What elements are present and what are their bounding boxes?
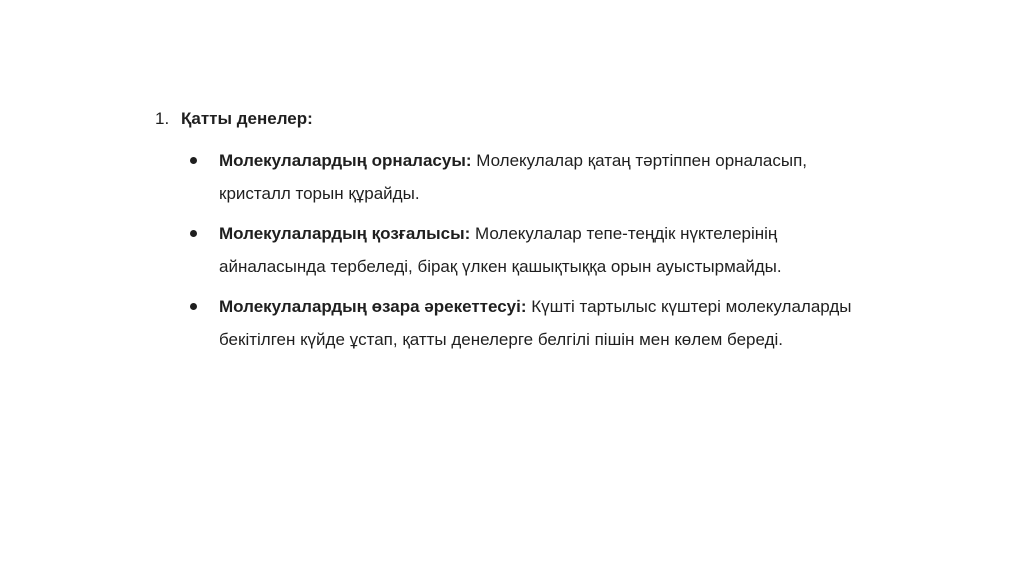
bullet-dot-icon [190, 157, 197, 164]
bullet-dot-icon [190, 303, 197, 310]
item-term: Молекулалардың өзара әрекеттесуі: [219, 297, 527, 316]
item-text: Күшті тартылыс күштері молекулаларды бекітілген күйде ұстап, қатты денелерге белгілі пішін мен көлем береді. [219, 297, 852, 349]
list-item [155, 144, 859, 210]
list-item [155, 290, 859, 356]
numbered-heading [155, 106, 875, 132]
heading-number: 1. [155, 109, 170, 128]
bullet-list [155, 144, 875, 356]
list-item [155, 217, 859, 283]
item-term: Молекулалардың орналасуы: [219, 151, 472, 170]
item-text: Молекулалар тепе-теңдік нүктелерінің айналасында тербеледі, бірақ үлкен қашықтыққа орын ауыстырмайды. [219, 224, 782, 276]
heading-title: Қатты денелер: [181, 109, 313, 128]
item-text: Молекулалар қатаң тәртіппен орналасып, кристалл торын құрайды. [219, 151, 808, 203]
item-term: Молекулалардың қозғалысы: [219, 224, 471, 243]
bullet-dot-icon [190, 230, 197, 237]
slide-content [155, 106, 875, 363]
